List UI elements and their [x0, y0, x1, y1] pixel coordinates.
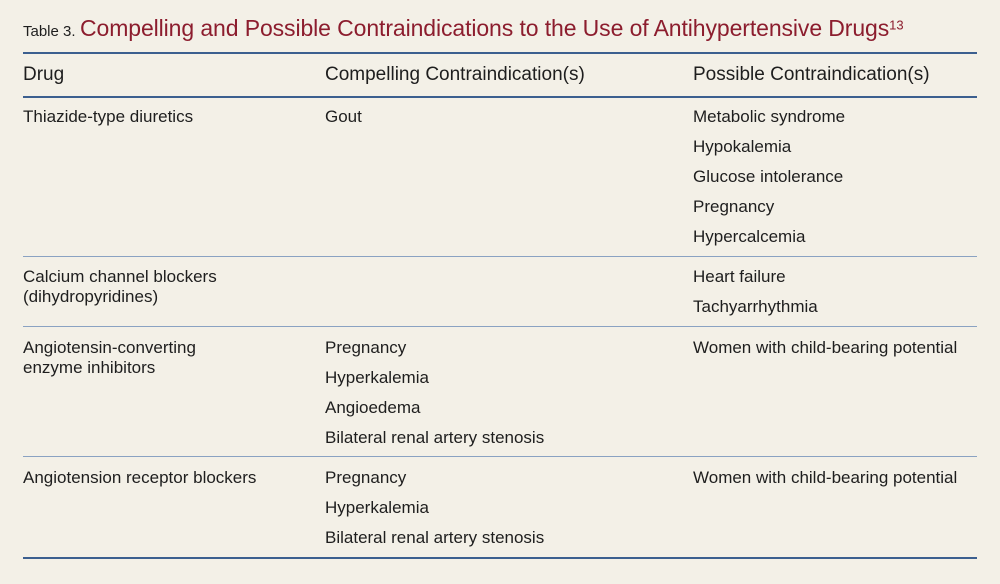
row1-possible-5: Hypercalcemia: [693, 227, 806, 246]
row1-possible-3: Glucose intolerance: [693, 167, 844, 186]
row3-compelling-3: Angioedema: [325, 398, 421, 417]
row4-compelling-1: Pregnancy: [325, 468, 407, 487]
row2-drug-line1: Calcium channel blockers: [23, 267, 217, 286]
row3-compelling-4: Bilateral renal artery stenosis: [325, 428, 545, 447]
row3-drug-line2: enzyme inhibitors: [23, 358, 156, 377]
table-title: Compelling and Possible Contraindications to the Use of Antihypertensive Drugs: [80, 15, 890, 41]
header-compelling: Compelling Contraindication(s): [325, 64, 585, 85]
row2-drug-line2: (dihydropyridines): [23, 287, 159, 306]
row2-possible-2: Tachyarrhythmia: [693, 297, 818, 316]
row4-compelling-2: Hyperkalemia: [325, 498, 429, 517]
row-divider-2: [23, 326, 977, 327]
header-rule: [23, 96, 977, 98]
row1-possible-2: Hypokalemia: [693, 137, 792, 156]
row3-compelling-2: Hyperkalemia: [325, 368, 429, 387]
row-divider-1: [23, 256, 977, 257]
row4-compelling-3: Bilateral renal artery stenosis: [325, 528, 545, 547]
bottom-rule: [23, 557, 977, 559]
table-label: Table 3.: [23, 23, 76, 40]
row3-compelling-1: Pregnancy: [325, 338, 407, 357]
row1-possible-4: Pregnancy: [693, 197, 775, 216]
header-possible: Possible Contraindication(s): [693, 64, 930, 85]
header-drug: Drug: [23, 64, 65, 85]
row3-drug-line1: Angiotensin-converting: [23, 338, 196, 357]
top-rule: [23, 52, 977, 54]
row-divider-3: [23, 456, 977, 457]
row2-possible-1: Heart failure: [693, 267, 786, 286]
row1-drug-line1: Thiazide-type diuretics: [23, 107, 194, 126]
row4-possible-1: Women with child-bearing potential: [693, 468, 958, 487]
table-caption: [23, 15, 904, 42]
row1-possible-1: Metabolic syndrome: [693, 107, 846, 126]
row1-compelling-1: Gout: [325, 107, 362, 126]
row3-possible-1: Women with child-bearing potential: [693, 338, 958, 357]
row4-drug-line1: Angiotension receptor blockers: [23, 468, 257, 487]
reference-superscript: 13: [889, 17, 904, 33]
